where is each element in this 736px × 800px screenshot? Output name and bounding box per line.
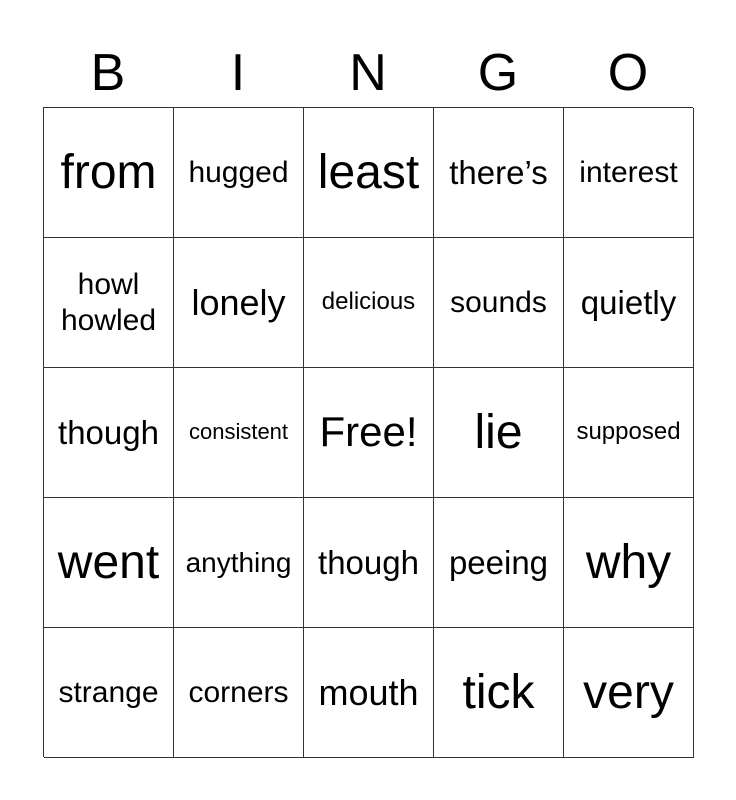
bingo-cell[interactable]: corners [174, 628, 304, 758]
bingo-cell[interactable]: hugged [174, 108, 304, 238]
bingo-cell[interactable]: supposed [564, 368, 694, 498]
bingo-cell[interactable]: lonely [174, 238, 304, 368]
header-letter-g: G [477, 44, 519, 102]
bingo-cell[interactable]: there’s [434, 108, 564, 238]
free-space-cell[interactable]: Free! [304, 368, 434, 498]
bingo-cell[interactable]: quietly [564, 238, 694, 368]
bingo-cell[interactable]: from [44, 108, 174, 238]
bingo-cell[interactable]: tick [434, 628, 564, 758]
header-letter-i: I [230, 44, 246, 102]
bingo-cell[interactable]: mouth [304, 628, 434, 758]
header-letter-n: N [349, 44, 387, 102]
bingo-cell[interactable]: least [304, 108, 434, 238]
bingo-cell[interactable]: peeing [434, 498, 564, 628]
bingo-cell[interactable]: strange [44, 628, 174, 758]
bingo-cell[interactable]: sounds [434, 238, 564, 368]
header-letter-o: O [607, 44, 649, 102]
bingo-board [43, 107, 693, 757]
bingo-cell[interactable]: anything [174, 498, 304, 628]
bingo-cell[interactable]: lie [434, 368, 564, 498]
bingo-cell[interactable]: delicious [304, 238, 434, 368]
bingo-cell[interactable]: went [44, 498, 174, 628]
bingo-cell[interactable]: interest [564, 108, 694, 238]
bingo-cell[interactable]: why [564, 498, 694, 628]
bingo-cell[interactable]: very [564, 628, 694, 758]
bingo-cell[interactable]: though [44, 368, 174, 498]
bingo-cell[interactable]: consistent [174, 368, 304, 498]
bingo-header [43, 40, 693, 106]
bingo-cell[interactable]: howl howled [44, 238, 174, 368]
bingo-cell[interactable]: though [304, 498, 434, 628]
header-letter-b: B [90, 44, 126, 102]
